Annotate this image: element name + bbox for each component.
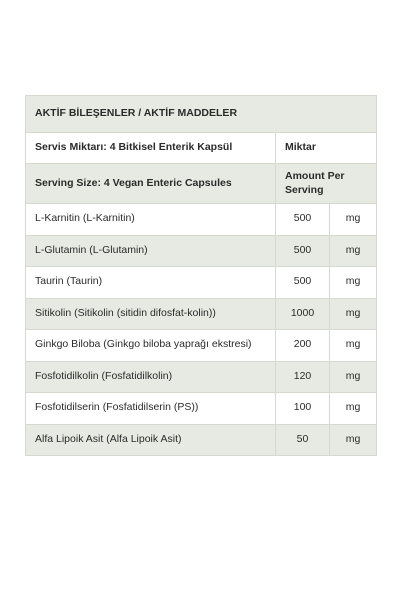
ingredient-amount: 200 — [276, 330, 330, 362]
table-row — [26, 330, 377, 362]
ingredient-name: Ginkgo Biloba (Ginkgo biloba yaprağı ekstresi) — [26, 330, 276, 362]
ingredient-amount: 50 — [276, 424, 330, 456]
ingredient-unit: mg — [330, 267, 377, 299]
ingredient-name: Fosfotidilkolin (Fosfatidilkolin) — [26, 361, 276, 393]
serving-size-tr: Servis Miktarı: 4 Bitkisel Enterik Kapsül — [26, 133, 276, 164]
table-row — [26, 298, 377, 330]
table-header-row — [26, 96, 377, 133]
ingredient-amount: 500 — [276, 267, 330, 299]
serving-row-en — [26, 164, 377, 204]
ingredient-amount: 1000 — [276, 298, 330, 330]
ingredient-amount: 500 — [276, 235, 330, 267]
ingredient-name: L-Karnitin (L-Karnitin) — [26, 204, 276, 236]
ingredient-name: Sitikolin (Sitikolin (sitidin difosfat-kolin)) — [26, 298, 276, 330]
table-row — [26, 267, 377, 299]
ingredient-unit: mg — [330, 204, 377, 236]
ingredient-amount: 120 — [276, 361, 330, 393]
table-row — [26, 424, 377, 456]
ingredient-unit: mg — [330, 235, 377, 267]
ingredient-unit: mg — [330, 393, 377, 425]
ingredient-amount: 500 — [276, 204, 330, 236]
amount-header-tr: Miktar — [276, 133, 377, 164]
ingredient-unit: mg — [330, 361, 377, 393]
ingredient-unit: mg — [330, 424, 377, 456]
ingredient-name: Alfa Lipoik Asit (Alfa Lipoik Asit) — [26, 424, 276, 456]
table-title: AKTİF BİLEŞENLER / AKTİF MADDELER — [26, 96, 377, 133]
ingredient-name: Taurin (Taurin) — [26, 267, 276, 299]
table-row — [26, 361, 377, 393]
ingredient-name: Fosfotidilserin (Fosfatidilserin (PS)) — [26, 393, 276, 425]
ingredient-name: L-Glutamin (L-Glutamin) — [26, 235, 276, 267]
table-row — [26, 235, 377, 267]
table-row — [26, 204, 377, 236]
ingredient-unit: mg — [330, 330, 377, 362]
ingredient-amount: 100 — [276, 393, 330, 425]
amount-header-en: Amount Per Serving — [276, 164, 377, 204]
ingredient-unit: mg — [330, 298, 377, 330]
serving-size-en: Serving Size: 4 Vegan Enteric Capsules — [26, 164, 276, 204]
ingredients-table — [25, 95, 377, 456]
serving-row-tr — [26, 133, 377, 164]
table-row — [26, 393, 377, 425]
